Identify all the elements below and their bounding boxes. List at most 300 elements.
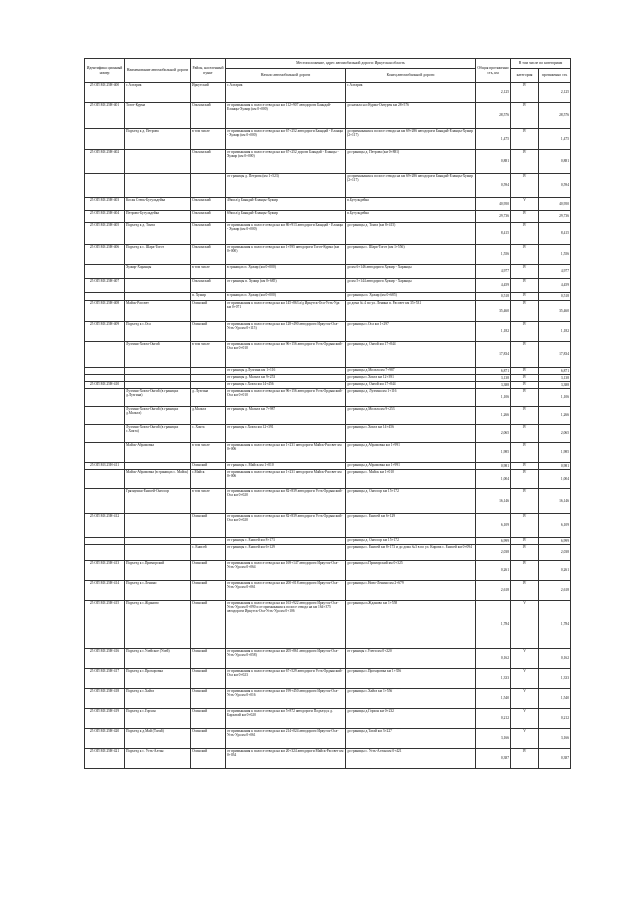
road-id-cell: 25 ОП МЗ 25Н-418 bbox=[85, 689, 125, 709]
category-length-cell: 3,388 bbox=[539, 382, 571, 389]
road-end-cell: до границы п.Приморский км 0+325 bbox=[346, 561, 476, 581]
category-cell: IV bbox=[511, 545, 539, 561]
road-id-cell: 25 ОП МЗ 25Н-408 bbox=[85, 301, 125, 322]
table-row bbox=[85, 368, 571, 375]
district-cell: д.Мольта bbox=[191, 407, 226, 425]
road-start-cell: от примыкания к полосе отвода на км 145+863 а/д Иркутск-Оса-Усть-Уда км 0+071 bbox=[226, 301, 346, 322]
total-length-cell: 0,261 bbox=[476, 561, 511, 581]
region-title-header: Местоположение, адрес автомобильной дороги: Иркутская область bbox=[226, 59, 476, 69]
road-start-cell: от примыкания к полосе отвода на км 205+861 автодороги Иркутск-Оса-Усть-Уда км 0+058) bbox=[226, 649, 346, 669]
road-start-cell: от границы с. Майск км 1+010 bbox=[226, 463, 346, 470]
road-start-cell: от примыкания к полосе отвода на км 86+913 автодороги Баяндай - Еланцы - Хужир (км 0+000) bbox=[226, 223, 346, 245]
road-end-cell: до начала н.п Курма-Онтурен км 28+576 bbox=[346, 103, 476, 129]
total-length-cell: 1,266 bbox=[476, 407, 511, 425]
road-start-cell: от примыкания к полосе отвода на км 199+450 автодороги Иркутск-Оса-Усть-Уда км 0+016 bbox=[226, 689, 346, 709]
road-end-cell: до границы д. Онгосор км 15+172 bbox=[346, 538, 476, 545]
road-name-cell bbox=[125, 293, 191, 301]
category-length-cell: 35,460 bbox=[539, 301, 571, 322]
road-name-cell: Подъезд к д.Май (Тагай) bbox=[125, 729, 191, 749]
road-end-cell: до границы д. Тонта (км 8+415) bbox=[346, 223, 476, 245]
road-id-cell bbox=[85, 443, 125, 463]
road-end-cell: до границы д. Онгосор км 15+172 bbox=[346, 489, 476, 514]
district-cell: Ольхонский bbox=[191, 211, 226, 223]
district-cell: п. Хужир bbox=[191, 293, 226, 301]
total-length-cell: 2,038 bbox=[476, 545, 511, 561]
road-end-cell: до границы д. Петрова (км 0+881) bbox=[346, 150, 476, 174]
road-start-cell: от границы п. Хужир (км 0+685) bbox=[226, 279, 346, 293]
road-name-cell bbox=[125, 174, 191, 198]
total-length-cell: 8,415 bbox=[476, 223, 511, 245]
category-cell: IV bbox=[511, 83, 539, 103]
road-start-cell: от границы д.Лузгина км 1+116 bbox=[226, 368, 346, 375]
table-row bbox=[85, 489, 571, 514]
total-length-cell: 0,518 bbox=[476, 293, 511, 301]
road-end-cell: до границы д.Горхон км 0+232 bbox=[346, 709, 476, 729]
road-start-cell: от примыкания к полосе отвода на км 200+018 автодороги Иркутск-Оса-Усть-Уда км 0+061 bbox=[226, 581, 346, 601]
road-id-cell bbox=[85, 174, 125, 198]
category-length-cell: 0,518 bbox=[539, 293, 571, 301]
category-cell: IV bbox=[511, 561, 539, 581]
road-end-cell: до границы с.Хокта км 14+456 bbox=[346, 425, 476, 443]
road-start-cell: от примыкания к полосе отвода на км 112+907 автодороги Баяндай-Еланцы-Хужир (км 0+000) bbox=[226, 103, 346, 129]
table-row bbox=[85, 223, 571, 245]
road-end-cell: п.Бугульдейка bbox=[346, 198, 476, 211]
district-cell: с. Хокта bbox=[191, 425, 226, 443]
district-cell bbox=[191, 368, 226, 375]
category-length-cell: 1,004 bbox=[539, 470, 571, 489]
district-cell: Ольхонский bbox=[191, 150, 226, 174]
road-end-cell: до границы д.Абрамовка км 1+991 bbox=[346, 463, 476, 470]
category-cell: IV bbox=[511, 443, 539, 463]
district-cell: Осинский bbox=[191, 322, 226, 342]
category-length-cell: 1,556 bbox=[539, 245, 571, 265]
road-end-cell: до границы п. Хужир (км 0+685) bbox=[346, 293, 476, 301]
total-length-cell: 17,834 bbox=[476, 342, 511, 368]
table-row bbox=[85, 375, 571, 382]
road-end-cell: до границы с.Хайга км 1+556 bbox=[346, 689, 476, 709]
road-id-cell bbox=[85, 293, 125, 301]
table-row bbox=[85, 545, 571, 561]
col-start-header: Начало автомобильной дороги bbox=[226, 69, 346, 83]
road-name-cell: Петрово-Бугульдейка bbox=[125, 211, 191, 223]
road-start-cell: от границы с. Енисей км 8+173 bbox=[226, 538, 346, 545]
category-cell: IV bbox=[511, 322, 539, 342]
road-name-cell: Лузгина-Хокта-Онгой bbox=[125, 342, 191, 368]
category-cell: IV bbox=[511, 470, 539, 489]
total-length-cell: 6,871 bbox=[476, 368, 511, 375]
road-end-cell: до границы с.Ново-Ленино км 2+679 bbox=[346, 581, 476, 601]
category-cell: IV bbox=[511, 538, 539, 545]
total-length-cell: 1,106 bbox=[476, 389, 511, 407]
table-row bbox=[85, 279, 571, 293]
district-cell: Осинский bbox=[191, 729, 226, 749]
category-cell: V bbox=[511, 709, 539, 729]
total-length-cell: 2,065 bbox=[476, 425, 511, 443]
category-length-cell: 8,415 bbox=[539, 223, 571, 245]
table-row bbox=[85, 601, 571, 649]
road-name-cell: Подъезд к с.Прохоровка bbox=[125, 669, 191, 689]
category-cell: IV bbox=[511, 174, 539, 198]
category-cell: IV bbox=[511, 150, 539, 174]
table-row bbox=[85, 342, 571, 368]
table-row bbox=[85, 301, 571, 322]
total-length-cell: 1,475 bbox=[476, 129, 511, 150]
road-name-cell: Лузгина-Хокта-Онгой (в границах с.Хокта) bbox=[125, 425, 191, 443]
table-row bbox=[85, 174, 571, 198]
category-cell: IV bbox=[511, 514, 539, 538]
table-body bbox=[85, 83, 571, 769]
road-id-cell bbox=[85, 425, 125, 443]
total-length-cell: 0,881 bbox=[476, 150, 511, 174]
category-cell: IV bbox=[511, 368, 539, 375]
category-cell: IV bbox=[511, 293, 539, 301]
district-cell: Осинский bbox=[191, 669, 226, 689]
road-end-cell: до границы с.Хокта км 12+391 bbox=[346, 375, 476, 382]
table-row bbox=[85, 150, 571, 174]
road-start-cell: от примыкания к полосе отвода на км 96+156 автодороги Усть-Ордынский-Оса км 0+010 bbox=[226, 389, 346, 407]
road-name-cell: Подъезд к д. Петрова bbox=[125, 129, 191, 150]
road-name-cell bbox=[125, 368, 191, 375]
road-name-cell: Хужир-Харанцы bbox=[125, 265, 191, 279]
road-name-cell bbox=[125, 538, 191, 545]
total-length-cell: 16,146 bbox=[476, 489, 511, 514]
road-id-cell bbox=[85, 407, 125, 425]
road-start-cell: от примыкания к полосе отвода на км 128+490 автодороги Иркутск-Оса-Усть-Уда км 0+115) bbox=[226, 322, 346, 342]
road-name-cell: Подъезд к с.Улейское (Улей) bbox=[125, 649, 191, 669]
table-row bbox=[85, 649, 571, 669]
road-id-cell: 25 ОП МЗ 25Н-419 bbox=[85, 709, 125, 729]
road-end-cell: п.Бугульдейка bbox=[346, 211, 476, 223]
category-length-cell: 1,784 bbox=[539, 601, 571, 649]
road-end-cell: до границы с. Шара-Тогот (км 1+556) bbox=[346, 245, 476, 265]
total-length-cell: 3,166 bbox=[476, 729, 511, 749]
total-length-cell: 35,460 bbox=[476, 301, 511, 322]
table-row bbox=[85, 382, 571, 389]
category-length-cell: 3,166 bbox=[539, 729, 571, 749]
district-cell: Ольхонский bbox=[191, 223, 226, 245]
road-id-cell: 25 ОП МЗ 25Н-409 bbox=[85, 322, 125, 342]
road-name-cell: Лузгина-Хокта-Онгой (в границах д.Мольта) bbox=[125, 407, 191, 425]
road-name-cell bbox=[125, 514, 191, 538]
table-row bbox=[85, 198, 571, 211]
table-row bbox=[85, 729, 571, 749]
road-id-cell: 25 ОП МЗ 25Н-405 bbox=[85, 223, 125, 245]
road-end-cell: до границы д.Тагай км 3+227 bbox=[346, 729, 476, 749]
district-cell: Ольхонский bbox=[191, 279, 226, 293]
road-name-cell: Лузгина-Хокта-Онгой (в границах д.Лузгина) bbox=[125, 389, 191, 407]
category-length-cell: 0,981 bbox=[539, 463, 571, 470]
total-length-cell: 40,950 bbox=[476, 198, 511, 211]
road-start-cell: от примыкания к полосе отвода на км 163+922 автодороги Иркутск-Оса-Усть-Уда км 0+090 и от примыкания к полосе отвода на км 164+375 автодороги Иркутск-Оса-Усть-Уда км 0+106 bbox=[226, 601, 346, 649]
road-id-cell: 25 ОП МЗ 25Н-415 bbox=[85, 601, 125, 649]
road-id-cell bbox=[85, 538, 125, 545]
total-length-cell: 1,540 bbox=[476, 689, 511, 709]
road-id-cell: 25 ОП МЗ 25Н-414 bbox=[85, 581, 125, 601]
category-cell: V bbox=[511, 669, 539, 689]
road-name-cell: Майск-Рассвет bbox=[125, 301, 191, 322]
category-length-cell: 1,540 bbox=[539, 689, 571, 709]
road-id-cell: 25 ОП МЗ 25Н-421 bbox=[85, 749, 125, 769]
category-cell: IV bbox=[511, 342, 539, 368]
road-name-cell: Майск-Абрамовка (в границах с. Майск) bbox=[125, 470, 191, 489]
road-end-cell: до границы д.Мольта км 7+987 bbox=[346, 368, 476, 375]
table-row bbox=[85, 538, 571, 545]
col-group-header: В том числе по категориям bbox=[511, 59, 571, 69]
category-cell: IV bbox=[511, 245, 539, 265]
category-length-cell: 6,871 bbox=[539, 368, 571, 375]
total-length-cell: 0,162 bbox=[476, 649, 511, 669]
table-row bbox=[85, 389, 571, 407]
road-end-cell: до границы д. Онгой км 17+844 bbox=[346, 382, 476, 389]
district-cell: д. Лузгина bbox=[191, 389, 226, 407]
category-length-cell: 1,106 bbox=[539, 389, 571, 407]
category-cell: V bbox=[511, 689, 539, 709]
road-end-cell: до км 5+144 автодороги Хужир - Харанцы bbox=[346, 279, 476, 293]
district-cell: с.Майск bbox=[191, 470, 226, 489]
table-row bbox=[85, 425, 571, 443]
district-cell: Осинский bbox=[191, 689, 226, 709]
road-start-cell: от примыкания к полосе отвода на км 1+231 автодороги Майск-Рассвет км 0+006 bbox=[226, 470, 346, 489]
road-start-cell: от примыкания к полосе отвода на км 82+839 автодороги Усть-Ордынский-Оса км 0+020 bbox=[226, 489, 346, 514]
district-cell: Осинский bbox=[191, 709, 226, 729]
category-length-cell: 6,999 bbox=[539, 538, 571, 545]
district-cell: Осинский bbox=[191, 561, 226, 581]
road-id-cell: 25 ОП МЗ 25Н-400 bbox=[85, 83, 125, 103]
road-end-cell: до границы п.Жданово км 1+558 bbox=[346, 601, 476, 649]
district-cell bbox=[191, 375, 226, 382]
category-length-cell: 1,475 bbox=[539, 129, 571, 150]
total-length-cell: 1,784 bbox=[476, 601, 511, 649]
category-length-cell: 17,834 bbox=[539, 342, 571, 368]
category-length-cell: 29,736 bbox=[539, 211, 571, 223]
col-length-header: Общая протяженно сть, км bbox=[476, 59, 511, 83]
category-cell: IV bbox=[511, 389, 539, 407]
category-length-cell: 6,109 bbox=[539, 514, 571, 538]
road-id-cell: 25 ОП МЗ 25Н-404 bbox=[85, 211, 125, 223]
road-id-cell bbox=[85, 342, 125, 368]
road-name-cell bbox=[125, 463, 191, 470]
road-end-cell: до границы с. Енисей км 6+129 bbox=[346, 514, 476, 538]
district-cell: Осинский bbox=[191, 514, 226, 538]
road-name-cell bbox=[125, 150, 191, 174]
table-row bbox=[85, 265, 571, 279]
road-end-cell: до границы д.Абрамовка км 1+991 bbox=[346, 443, 476, 463]
category-cell: IV bbox=[511, 382, 539, 389]
road-id-cell bbox=[85, 265, 125, 279]
category-cell: IV bbox=[511, 489, 539, 514]
category-cell: V bbox=[511, 649, 539, 669]
table-header bbox=[85, 59, 571, 83]
category-cell: IV bbox=[511, 103, 539, 129]
road-start-cell: от примыкания к полосе отвода на км 96+156 автодороги Усть-Ордынский-Оса км 0+010 bbox=[226, 342, 346, 368]
col-name-header: Наименование автомобильной дороги bbox=[125, 59, 191, 83]
category-length-cell: 3,138 bbox=[539, 375, 571, 382]
category-length-cell: 0,594 bbox=[539, 174, 571, 198]
road-start-cell: от границы с. Енисей км 6+129 bbox=[226, 545, 346, 561]
road-id-cell: 25 ОП МЗ 25Н-402 bbox=[85, 150, 125, 174]
road-id-cell bbox=[85, 470, 125, 489]
district-cell: Осинский bbox=[191, 601, 226, 649]
road-start-cell: от примыкания к полосе отвода на км 169+147 автодороги Иркутск-Оса-Усть-Уда км 0+064 bbox=[226, 561, 346, 581]
category-cell: IV bbox=[511, 265, 539, 279]
road-start-cell: от примыкания к полосе отвода на км 1+595 автодороги Тогот-Курма (км 0+000) bbox=[226, 245, 346, 265]
road-start-cell: от границы д. Мольта км 9+253 bbox=[226, 375, 346, 382]
road-id-cell: 25 ОП МЗ 25Н-407 bbox=[85, 279, 125, 293]
table-row bbox=[85, 470, 571, 489]
table-row bbox=[85, 245, 571, 265]
total-length-cell: 4,977 bbox=[476, 265, 511, 279]
table-row bbox=[85, 293, 571, 301]
category-length-cell: 0,387 bbox=[539, 749, 571, 769]
road-name-cell: Подъезд к с.Горхон bbox=[125, 709, 191, 729]
table-row bbox=[85, 581, 571, 601]
table-row bbox=[85, 669, 571, 689]
total-length-cell: 29,736 bbox=[476, 211, 511, 223]
road-id-cell: 25 ОП МЗ 25Н-411 bbox=[85, 463, 125, 470]
road-start-cell: от границы с.Хокта км 12+391 bbox=[226, 425, 346, 443]
road-end-cell: до границы с.Оса км 1+297 bbox=[346, 322, 476, 342]
road-start-cell: в границах п. Хужир (км 0+000) bbox=[226, 265, 346, 279]
road-end-cell: до границы д. Лузгина км 1+116 bbox=[346, 389, 476, 407]
category-length-cell: 0,162 bbox=[539, 649, 571, 669]
total-length-cell: 0,212 bbox=[476, 709, 511, 729]
road-start-cell: от границы с.Хокта км 14+456 bbox=[226, 382, 346, 389]
district-cell: в том числе bbox=[191, 129, 226, 150]
road-end-cell: до границы с. Енисей км 8+173 и до дома №3 в по ул. Кирова с. Енисей км 0+094 bbox=[346, 545, 476, 561]
road-name-cell: с.Алтарик bbox=[125, 83, 191, 103]
road-name-cell: Подъезд к д. Тонта bbox=[125, 223, 191, 245]
col-district-header: Район, населенный пункт bbox=[191, 59, 226, 83]
road-name-cell bbox=[125, 382, 191, 389]
category-cell: IV bbox=[511, 301, 539, 322]
category-cell: IV bbox=[511, 129, 539, 150]
district-cell: в том числе bbox=[191, 489, 226, 514]
category-length-cell: 28,576 bbox=[539, 103, 571, 129]
road-start-cell: 69км а/д Баяндай-Еланцы-Хужир bbox=[226, 211, 346, 223]
category-cell: IV bbox=[511, 279, 539, 293]
category-cell: IV bbox=[511, 223, 539, 245]
road-start-cell: от примыкания к полосе отвода на км 67+252 автодороги Баяндай - Еланцы - Хужир (км 0+000) bbox=[226, 129, 346, 150]
road-id-cell bbox=[85, 129, 125, 150]
category-length-cell: 0,881 bbox=[539, 150, 571, 174]
total-length-cell: 1,333 bbox=[476, 669, 511, 689]
road-id-cell: 25 ОП МЗ 25Н-406 bbox=[85, 245, 125, 265]
total-length-cell: 1,556 bbox=[476, 245, 511, 265]
road-end-cell: до км 6+146 автодороги Хужир - Харанцы bbox=[346, 265, 476, 279]
road-end-cell: до примыкания к полосе отвода на км 69+286 автодороги Баяндай-Еланцы-Хужир (2+117) bbox=[346, 174, 476, 198]
table-row bbox=[85, 443, 571, 463]
district-cell bbox=[191, 382, 226, 389]
category-length-cell: 2,618 bbox=[539, 581, 571, 601]
category-length-cell: 2,125 bbox=[539, 83, 571, 103]
col-partlen-header: протяженно сть bbox=[539, 69, 571, 83]
table-row bbox=[85, 407, 571, 425]
category-length-cell: 1,182 bbox=[539, 322, 571, 342]
total-length-cell: 28,576 bbox=[476, 103, 511, 129]
district-cell bbox=[191, 538, 226, 545]
total-length-cell: 2,125 bbox=[476, 83, 511, 103]
total-length-cell: 1,182 bbox=[476, 322, 511, 342]
table-row bbox=[85, 514, 571, 538]
district-cell: Ольхонский bbox=[191, 198, 226, 211]
road-id-cell bbox=[85, 545, 125, 561]
road-start-cell: 49км а/д Баяндай-Еланцы-Хужир bbox=[226, 198, 346, 211]
road-start-cell: от границы д. Петрова (км 1+523) bbox=[226, 174, 346, 198]
road-name-cell bbox=[125, 279, 191, 293]
road-id-cell bbox=[85, 389, 125, 407]
road-id-cell bbox=[85, 375, 125, 382]
category-length-cell: 0,261 bbox=[539, 561, 571, 581]
district-cell: Иркутский bbox=[191, 83, 226, 103]
category-length-cell: 1,985 bbox=[539, 443, 571, 463]
road-name-cell bbox=[125, 545, 191, 561]
category-cell: V bbox=[511, 601, 539, 649]
road-name-cell: Подъезд к с.Ленино bbox=[125, 581, 191, 601]
category-cell: IV bbox=[511, 749, 539, 769]
category-length-cell: 1,266 bbox=[539, 407, 571, 425]
road-id-cell: 25 ОП МЗ 25Н-420 bbox=[85, 729, 125, 749]
road-name-cell: Косая Степь-Бугульдейка bbox=[125, 198, 191, 211]
col-id-header: Идентифика ционный номер bbox=[85, 59, 125, 83]
district-cell: Ольхонский bbox=[191, 245, 226, 265]
road-id-cell: 25 ОП МЗ 25Н-416 bbox=[85, 649, 125, 669]
district-cell: в том числе bbox=[191, 342, 226, 368]
category-length-cell: 2,038 bbox=[539, 545, 571, 561]
road-end-cell: с.Алтарик bbox=[346, 83, 476, 103]
table-row bbox=[85, 211, 571, 223]
col-category-header: категория bbox=[511, 69, 539, 83]
category-length-cell: 16,146 bbox=[539, 489, 571, 514]
category-length-cell: 0,212 bbox=[539, 709, 571, 729]
road-id-cell: 25 ОП МЗ 25Н-401 bbox=[85, 103, 125, 129]
road-id-cell bbox=[85, 368, 125, 375]
category-cell: IV bbox=[511, 407, 539, 425]
road-start-cell: от примыкания к полосе отвода на км 20+324 автодороги Майск-Рассвет км 0+034 bbox=[226, 749, 346, 769]
total-length-cell: 6,999 bbox=[476, 538, 511, 545]
total-length-cell: 0,594 bbox=[476, 174, 511, 198]
road-name-cell: Подъезд к с.Хайга bbox=[125, 689, 191, 709]
district-cell bbox=[191, 174, 226, 198]
road-start-cell: от примыкания к полосе отвода на км 82+839 автодороги Усть-Ордынский-Оса км 0+020 bbox=[226, 514, 346, 538]
district-cell: Осинский bbox=[191, 581, 226, 601]
road-name-cell: Подъезд к с. Усть-Алтан bbox=[125, 749, 191, 769]
road-name-cell: Подъезд к с.Жданово bbox=[125, 601, 191, 649]
category-cell: IV bbox=[511, 375, 539, 382]
district-cell: Ольхонский bbox=[191, 103, 226, 129]
road-name-cell: Грязнушка-Енисей-Онгосор bbox=[125, 489, 191, 514]
category-length-cell: 40,950 bbox=[539, 198, 571, 211]
road-id-cell: 25 ОП МЗ 25Н-412 bbox=[85, 514, 125, 538]
register-page bbox=[84, 58, 570, 769]
road-start-cell: от примыкания к полосе отвода на км 5+872 автодороги Подъезд к д. Бархатай км 0+020 bbox=[226, 709, 346, 729]
category-cell: V bbox=[511, 729, 539, 749]
road-end-cell: до дома № 4 по ул. Ленина п. Рассвет км 35+531 bbox=[346, 301, 476, 322]
road-end-cell: до границы с. Майск км 1+010 bbox=[346, 470, 476, 489]
road-name-cell: Майск-Абрамовка bbox=[125, 443, 191, 463]
total-length-cell: 4,459 bbox=[476, 279, 511, 293]
category-cell: IV bbox=[511, 463, 539, 470]
table-row bbox=[85, 129, 571, 150]
category-cell: IV bbox=[511, 581, 539, 601]
road-start-cell: с.Алтарик bbox=[226, 83, 346, 103]
road-start-cell: от примыкания к полосе отвода на км 1+231 автодороги Майск-Рассвет км 0+006 bbox=[226, 443, 346, 463]
road-start-cell: от примыкания к полосе отвода на км 67+529 автодороги Усть-Ордынский-Оса км 0+023 bbox=[226, 669, 346, 689]
total-length-cell: 3,138 bbox=[476, 375, 511, 382]
road-start-cell: от границы д. Мольта км 7+987 bbox=[226, 407, 346, 425]
road-start-cell: от примыкания к полосе отвода на км 67+252 дороги Баяндай - Еланцы - Хужир (км 0+000) bbox=[226, 150, 346, 174]
road-id-cell: 25 ОП МЗ 25Н-413 bbox=[85, 561, 125, 581]
district-cell: в том числе bbox=[191, 265, 226, 279]
